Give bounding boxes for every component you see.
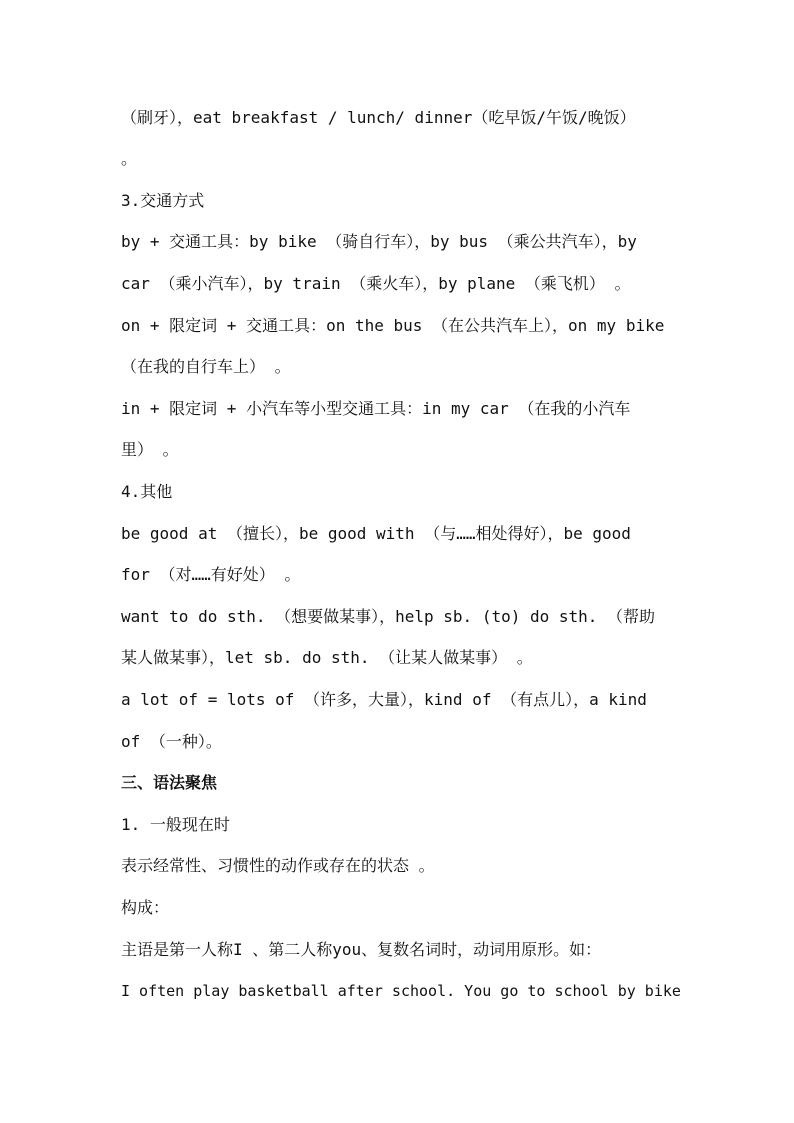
text-line-11: be good at （擅长），be good with （与……相处得好），be good xyxy=(121,524,631,543)
text-line-14: 某人做某事），let sb. do sth. （让某人做某事） 。 xyxy=(121,648,533,667)
text-line-15: a lot of = lots of （许多，大量），kind of （有点儿），a kind xyxy=(121,690,647,709)
text-line-12: for （对……有好处） 。 xyxy=(121,565,301,584)
text-line-22: I often play basketball after school. You go to school by bike xyxy=(121,982,681,1000)
text-line-20: 构成： xyxy=(121,898,170,917)
text-line-4: by + 交通工具：by bike （骑自行车），by bus （乘公共汽车），by xyxy=(121,232,637,251)
subheading-present-simple: 1. 一般现在时 xyxy=(121,815,230,834)
text-line-8: in + 限定词 + 小汽车等小型交通工具：in my car （在我的小汽车 xyxy=(121,399,631,418)
text-line-7: （在我的自行车上） 。 xyxy=(121,357,291,376)
section-heading-others: 4.其他 xyxy=(121,482,173,501)
text-line-1: （刷牙），eat breakfast / lunch/ dinner（吃早饭/午饭/晚饭） xyxy=(121,108,636,127)
text-line-2: 。 xyxy=(121,149,138,168)
section-heading-transport: 3.交通方式 xyxy=(121,191,205,210)
text-line-6: on + 限定词 + 交通工具：on the bus （在公共汽车上），on my bike xyxy=(121,316,665,335)
text-line-21: 主语是第一人称I 、第二人称you、复数名词时，动词用原形。如： xyxy=(121,940,602,959)
section-heading-grammar: 三、语法聚焦 xyxy=(121,773,218,792)
text-line-5: car （乘小汽车），by train （乘火车），by plane （乘飞机） 。 xyxy=(121,274,631,293)
text-line-13: want to do sth. （想要做某事），help sb. (to) do sth. （帮助 xyxy=(121,607,656,626)
text-line-16: of （一种）。 xyxy=(121,732,222,751)
text-line-19: 表示经常性、习惯性的动作或存在的状态 。 xyxy=(121,856,435,875)
text-line-9: 里） 。 xyxy=(121,440,179,459)
